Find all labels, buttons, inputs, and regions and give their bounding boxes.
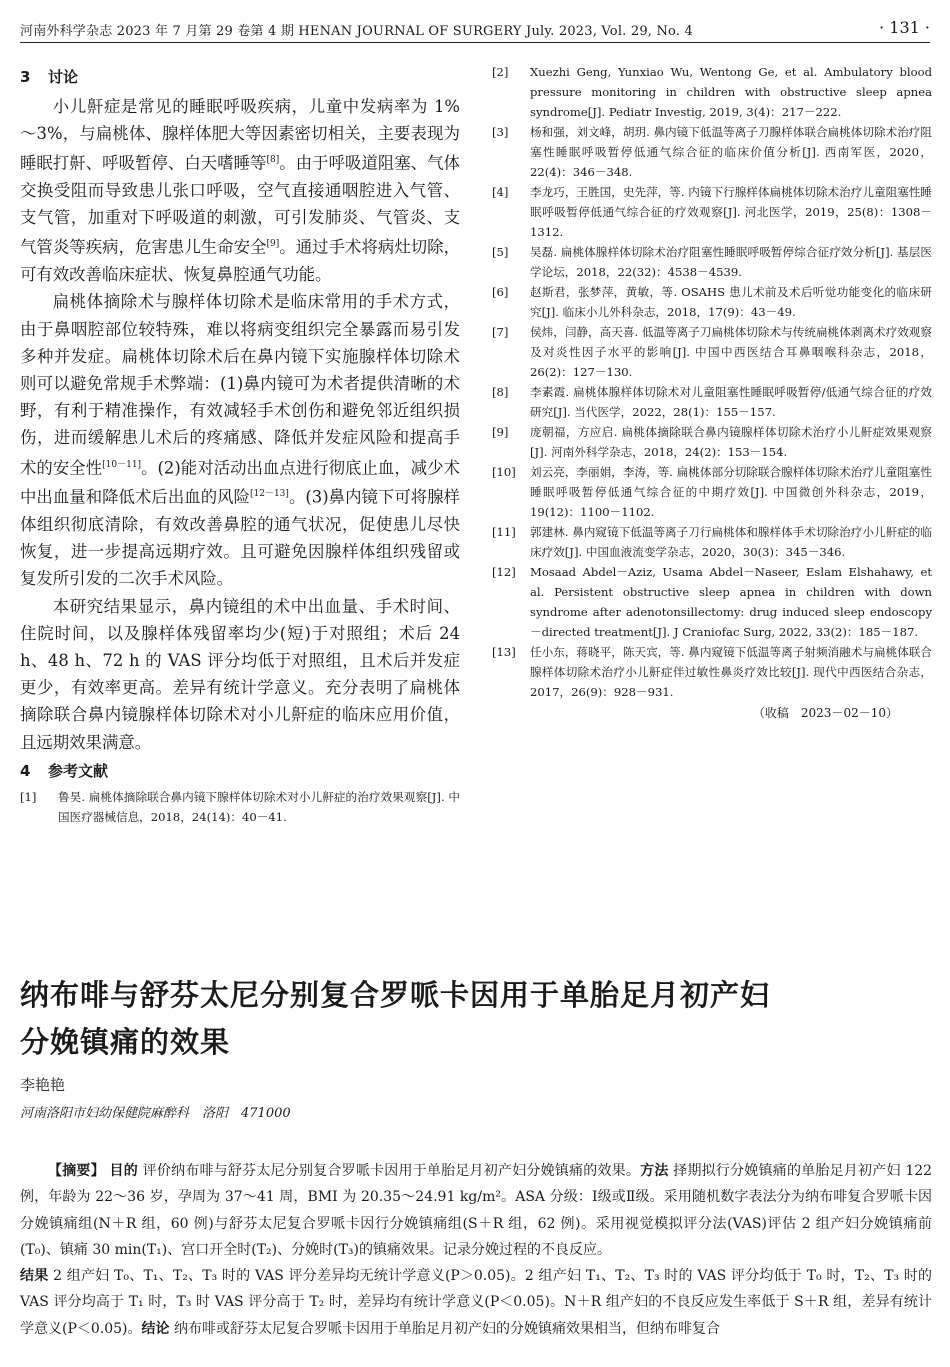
reference-number: [7] (492, 325, 509, 339)
reference-list-left (20, 787, 460, 827)
methods-label: 方法 (640, 1163, 669, 1179)
section-title: 讨论 (48, 68, 79, 86)
discussion-paragraph-3: 本研究结果显示，鼻内镜组的术中出血量、手术时间、住院时间，以及腺样体残留率均少(短)于对照组；术后 24 h、48 h、72 h 的 VAS 评分均低于对照组，且术后并发症更少，有效率更高。差异有统计学意义。充分表明了扁桃体摘除联合鼻内镜腺样体切除术对小儿鼾症的临床应用价值，且远期效果满意。 (20, 596, 460, 752)
reference-text: Mosaad Abdel－Aziz, Usama Abdel－Naseer, Eslam Elshahawy, et al. Persistent obstructive sleep apnea in children with down syndrome after adenotonsillectomy: drug induced sleep endoscopy－directed treatment[J]. J Craniofac Surg, 2022, 33(2)：185－187. (530, 565, 932, 639)
reference-text: 刘云亮，李丽娟，李涛，等. 扁桃体部分切除联合腺样体切除术治疗儿童阻塞性睡眠呼吸暂停低通气综合征的中期疗效[J]. 中国微创外科杂志，2019，19(12)：1100－1102. (530, 465, 932, 519)
reference-text: 杨和强，刘文峰，胡玥. 鼻内镜下低温等离子刀腺样体联合扁桃体切除术治疗阻塞性睡眠呼吸暂停低通气综合征的临床价值分析[J]. 西南军医，2020，22(4)：346－348. (530, 125, 932, 179)
conclusion-text: 纳布啡或舒芬太尼复合罗哌卡因用于单胎足月初产妇的分娩镇痛效果相当，但纳布啡复合 (173, 1320, 720, 1337)
references-heading (20, 760, 460, 781)
reference-number: [2] (492, 65, 509, 79)
results-label: 结果 (20, 1268, 49, 1285)
reference-number: [4] (492, 185, 509, 199)
methods-text: 择期拟行分娩镇痛的单胎足月初产妇 122 例，年龄为 22～36 岁，孕周为 37～41 周，BMI 为 20.35～24.91 kg/m²。ASA 分级：Ⅰ级或Ⅱ级。采用随机数字表法分为纳布啡复合罗哌卡因分娩镇痛组(N＋R 组，60 例)与舒芬太尼复合罗哌卡因行分娩镇痛组(S＋R 组，62 例)。采用视觉模拟评分法(VAS)评估 2 组产妇分娩镇痛前(T₀)、镇痛 30 min(T₁)、宫口开全时(T₂)、分娩时(T₃)的镇痛效果。记录分娩过程的不良反应。 (20, 1163, 933, 1258)
reference-item (20, 787, 460, 827)
reference-text: 侯炜，闫静，高天喜. 低温等离子刀扁桃体切除术与传统扁桃体剥离术疗效观察及对炎性因子水平的影响[J]. 中国中西医结合耳鼻咽喉科杂志，2018，26(2)：127－130. (530, 325, 932, 379)
reference-number: [9] (492, 425, 509, 439)
abstract (20, 1158, 932, 1342)
section-title: 参考文献 (48, 761, 109, 780)
reference-number: [5] (492, 245, 509, 259)
reference-text: 鲁昊. 扁桃体摘除联合鼻内镜下腺样体切除术对小儿鼾症的治疗效果观察[J]. 中国医疗器械信息，2018，24(14)：40－41. (58, 789, 460, 824)
right-column (492, 62, 932, 721)
left-column (20, 62, 460, 827)
citation: [10－11] (102, 459, 142, 470)
citation: [12－13] (249, 489, 289, 500)
reference-item (492, 242, 932, 282)
reference-text: Xuezhi Geng, Yunxiao Wu, Wentong Ge, et al. Ambulatory blood pressure monitoring in children with obstructive sleep apnea syndrome[J]. Pediatr Investig, 2019, 3(4)：217－222. (530, 65, 932, 119)
reference-text: 吴磊. 扁桃体腺样体切除术治疗阻塞性睡眠呼吸暂停综合征疗效分析[J]. 基层医学论坛，2018，22(32)：4538－4539. (530, 245, 932, 279)
reference-number: [3] (492, 125, 509, 139)
discussion-paragraph-2: 扁桃体摘除术与腺样体切除术是临床常用的手术方式，由于鼻咽腔部位较特殊，难以将病变组织完全暴露而易引发多种并发症。扁桃体切除术后在鼻内镜下实施腺样体切除术则可以避免常规手术弊端：(1)鼻内镜可为术者提供清晰的术野，有利于精准操作，有效减轻手术创伤和避免邻近组织损伤，进而缓解患儿术后的疼痛感、降低并发症风险和提高手术的安全性[10－11]。(2)能对活动出血点进行彻底止血，减少术中出血量和降低术后出血的风险[12－13]。(3)鼻内镜下可将腺样体组织彻底清除，有效改善鼻腔的通气状况，促使患儿尽快恢复，进一步提高远期疗效。且可避免因腺样体组织残留或复发所引发的二次手术风险。 (20, 292, 461, 589)
title-line: 分娩镇痛的效果 (20, 1025, 231, 1059)
reference-text: 李龙巧，王胜国，史先萍，等. 内镜下行腺样体扁桃体切除术治疗儿童阻塞性睡眠呼吸暂停低通气综合征的疗效观察[J]. 河北医学，2019，25(8)：1308－1312. (530, 185, 932, 239)
author-name: 李艳艳 (20, 1076, 66, 1094)
citation: [9] (266, 239, 280, 250)
reference-item (492, 182, 932, 242)
reference-number: [8] (492, 385, 509, 399)
reference-number: [6] (492, 285, 509, 299)
reference-item (492, 122, 932, 182)
section-number: 3 (20, 68, 31, 86)
article-title (20, 972, 930, 1066)
reference-item (492, 382, 932, 422)
conclusion-label: 结论 (141, 1320, 170, 1337)
author-affiliation: 河南洛阳市妇幼保健院麻醉科 洛阳 471000 (20, 1106, 291, 1121)
discussion-heading (20, 66, 460, 87)
reference-item (492, 462, 932, 522)
reference-item (492, 562, 932, 642)
reference-item (492, 282, 932, 322)
received-date: （收稿 2023－02－10） (752, 706, 898, 720)
objective-label: 目的 (109, 1163, 138, 1179)
reference-number: [10] (492, 465, 516, 479)
reference-item (492, 522, 932, 562)
reference-number: [1] (20, 789, 37, 804)
discussion-paragraph-1: 小儿鼾症是常见的睡眠呼吸疾病，儿童中发病率为 1%～3%，与扁桃体、腺样体肥大等因素密切相关，主要表现为睡眠打鼾、呼吸暂停、白天嗜睡等[8]。由于呼吸道阻塞、气体交换受阻而导致患儿张口呼吸，空气直接通咽腔进入气管、支气管，加重对下呼吸道的刺激，可引发肺炎、气管炎、支气管炎等疾病，危害患儿生命安全[9]。通过手术将病灶切除，可有效改善临床症状、恢复鼻腔通气功能。 (20, 97, 461, 285)
objective-text: 评价纳布啡与舒芬太尼分别复合罗哌卡因用于单胎足月初产妇分娩镇痛的效果。 (142, 1163, 641, 1179)
reference-text: 李素霞. 扁桃体腺样体切除术对儿童阻塞性睡眠呼吸暂停/低通气综合征的疗效研究[J]. 当代医学，2022，28(1)：155－157. (530, 385, 932, 419)
page-number: · 131 · (879, 18, 930, 37)
reference-list-right (492, 62, 932, 702)
results-text: 2 组产妇 T₀、T₁、T₂、T₃ 时的 VAS 评分差异均无统计学意义(P＞0.05)。2 组产妇 T₁、T₂、T₃ 时的 VAS 评分均低于 T₀ 时，T₂、T₃ 时的 VAS 评分均高于 T₁ 时，T₃ 时 VAS 评分高于 T₂ 时，差异均有统计学意义(P＜0.05)。N＋R 组产妇的不良反应发生率低于 S＋R 组，差异有统计学意义(P＜0.05)。 (20, 1268, 933, 1337)
title-line: 纳布啡与舒芬太尼分别复合罗哌卡因用于单胎足月初产妇 (20, 978, 771, 1012)
reference-number: [13] (492, 645, 516, 659)
reference-number: [11] (492, 525, 516, 539)
reference-item (492, 62, 932, 122)
abstract-label: 【摘要】 (48, 1163, 105, 1179)
citation: [8] (266, 155, 280, 166)
reference-text: 任小东，蒋晓平，陈天宾，等. 鼻内窥镜下低温等离子射频消融术与扁桃体联合腺样体切除术治疗小儿鼾症伴过敏性鼻炎疗效比较[J]. 现代中西医结合杂志，2017，26(9)：928－931. (530, 645, 932, 699)
reference-text: 庞朝福，方应启. 扁桃体摘除联合鼻内镜腺样体切除术治疗小儿鼾症效果观察[J]. 河南外科学杂志，2018，24(2)：153－154. (530, 425, 932, 459)
reference-item (492, 422, 932, 462)
reference-text: 郭建林. 鼻内窥镜下低温等离子刀行扁桃体和腺样体手术切除治疗小儿鼾症的临床疗效[J]. 中国血液流变学杂志，2020，30(3)：345－346. (530, 525, 932, 559)
reference-text: 赵斯君，张梦萍，黄敏，等. OSAHS 患儿术前及术后听觉功能变化的临床研究[J]. 临床小儿外科杂志，2018，17(9)：43－49. (530, 285, 932, 319)
reference-item (492, 322, 932, 382)
section-number: 4 (20, 761, 31, 780)
reference-item (492, 642, 932, 702)
reference-number: [12] (492, 565, 516, 579)
running-header (20, 18, 930, 43)
journal-info: 河南外科学杂志 2023 年 7 月第 29 卷第 4 期 HENAN JOURNAL OF SURGERY July. 2023, Vol. 29, No. 4 (20, 24, 693, 39)
